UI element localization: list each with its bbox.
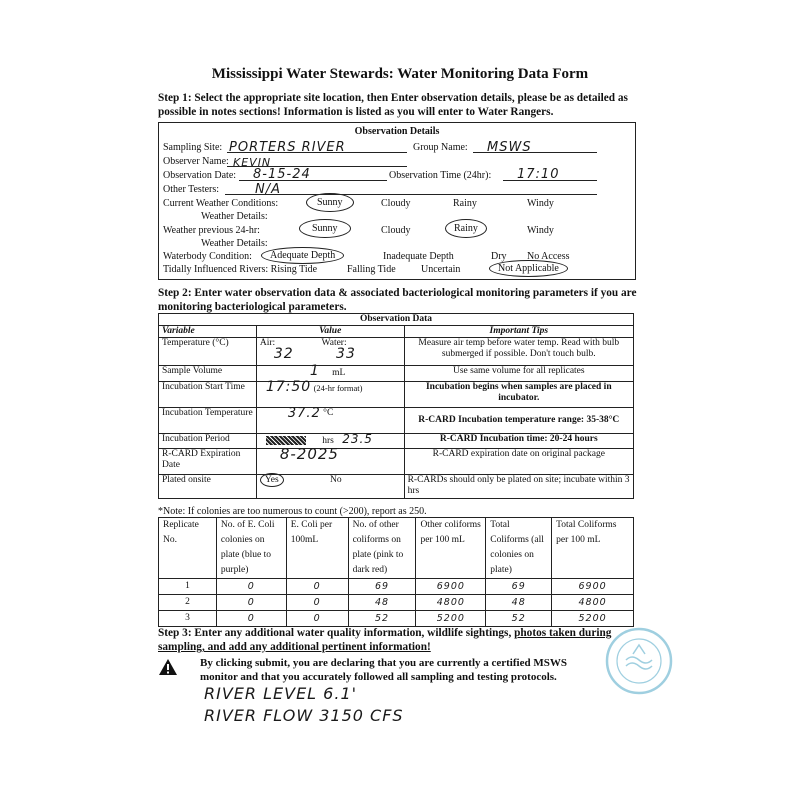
form-title: Mississippi Water Stewards: Water Monitoring Data Form (211, 66, 589, 82)
tidal-option-not-applicable[interactable]: Not Applicable (489, 260, 568, 277)
date-label: Observation Date: (163, 170, 237, 181)
step2-instructions: Step 2: Enter water observation data & associated bacteriological monitoring parameters if you are monitoring bacteriological parameters. (158, 287, 637, 313)
note-river-level: RIVER LEVEL 6.1' (204, 684, 358, 703)
col-tips: Important Tips (404, 326, 633, 338)
weather-label: Current Weather Conditions: (163, 198, 279, 209)
ecoli-per-100-cell[interactable]: 0 (286, 595, 348, 611)
incubation-temp-value: 37.2 (287, 406, 321, 421)
rcard-expiration-value: 8-2025 (279, 445, 339, 463)
rcard-expiration-cell[interactable] (256, 445, 404, 475)
prev-option-sunny[interactable]: Sunny (299, 219, 351, 238)
step3-text: Step 3: Enter any additional water quality information, wildlife sightings, (158, 627, 512, 639)
waterbody-option-no-access[interactable]: No Access (527, 251, 570, 262)
group-label: Group Name: (413, 142, 468, 153)
observation-details-box (158, 122, 636, 280)
testers-value: N/A (255, 182, 281, 197)
time-label: Observation Time (24hr): (389, 170, 492, 181)
tip-sample-volume: Use same volume for all replicates (404, 366, 633, 382)
ecoli-per-100-cell[interactable]: 0 (286, 579, 348, 595)
weather-details-label: Weather Details: (201, 211, 268, 222)
step3-photos-link[interactable]: photos taken during sampling, and add any additional pertinent information! (158, 627, 612, 653)
testers-field[interactable] (225, 180, 597, 195)
time-field[interactable] (503, 165, 597, 181)
replicate-no: 2 (159, 595, 217, 611)
other-colonies-cell[interactable]: 48 (348, 595, 416, 611)
plated-onsite-cell[interactable] (256, 475, 404, 499)
date-field[interactable] (239, 165, 387, 181)
time-value: 17:10 (517, 167, 560, 182)
other-per-100-cell[interactable]: 6900 (416, 579, 486, 595)
col-variable: Variable (159, 326, 257, 338)
tip-plated-onsite: R-CARDs should only be plated on site; incubate within 3 hrs (404, 475, 633, 499)
var-incubation-start: Incubation Start Time (159, 382, 257, 408)
var-plated-onsite: Plated onsite (159, 475, 257, 499)
tip-rcard-expiration: R-CARD expiration date on original package (404, 449, 633, 475)
other-colonies-cell[interactable]: 69 (348, 579, 416, 595)
weather-option-windy[interactable]: Windy (527, 198, 554, 209)
sample-volume-unit: mL (332, 368, 346, 378)
other-per-100-cell[interactable]: 4800 (416, 595, 486, 611)
prev-weather-details-label: Weather Details: (201, 238, 268, 249)
date-value: 8-15-24 (253, 167, 311, 182)
site-value: PORTERS RIVER (229, 140, 346, 155)
testers-label: Other Testers: (163, 184, 220, 195)
incubation-period-unit: hrs (322, 436, 334, 446)
tip-incubation-start: Incubation begins when samples are placed in incubator. (404, 382, 633, 408)
water-value: 33 (336, 346, 356, 362)
col-value: Value (256, 326, 404, 338)
other-colonies-cell[interactable]: 52 (348, 611, 416, 627)
obs-header: Observation Data (159, 314, 634, 326)
observation-data-table (158, 313, 634, 499)
tip-temperature: Measure air temp before water temp. Read with bulb submerged if possible. Don't touch bulb. (404, 338, 633, 366)
prev-option-cloudy[interactable]: Cloudy (381, 225, 411, 236)
water-label: Water: (321, 338, 347, 348)
tidal-option-uncertain[interactable]: Uncertain (421, 264, 461, 275)
details-header: Observation Details (354, 126, 440, 137)
step1-instructions: Step 1: Select the appropriate site location, then Enter observation details, please be as detailed as possible in notes sections! Information is listed as you will enter to Water Rangers. (158, 92, 628, 118)
coliform-table (158, 517, 634, 627)
scribble-mark (266, 436, 306, 445)
hdr-ecoli-colonies: No. of E. Coli colonies on plate (blue to purple) (216, 518, 286, 579)
plated-no-option[interactable]: No (330, 475, 342, 485)
msws-seal-logo (604, 626, 674, 696)
tidal-option-falling[interactable]: Falling Tide (347, 264, 396, 275)
hdr-ecoli-per-100: E. Coli per 100mL (286, 518, 348, 579)
hdr-total-colonies: Total Coliforms (all colonies on plate) (486, 518, 552, 579)
hdr-other-per-100: Other coliforms per 100 mL (416, 518, 486, 579)
colonies-note: *Note: If colonies are too numerous to count (>200), report as 250. (158, 506, 427, 517)
total-colonies-cell[interactable]: 52 (486, 611, 552, 627)
table-row (159, 579, 634, 595)
prev-weather-label: Weather previous 24-hr: (163, 225, 260, 236)
prev-option-windy[interactable]: Windy (527, 225, 554, 236)
site-label: Sampling Site: (163, 142, 223, 153)
weather-option-sunny[interactable]: Sunny (306, 193, 354, 212)
warning-icon (158, 658, 178, 676)
group-value: MSWS (487, 140, 532, 155)
hdr-other-colonies: No. of other coliforms on plate (pink to dark red) (348, 518, 416, 579)
total-per-100-cell[interactable]: 6900 (552, 579, 634, 595)
weather-option-cloudy[interactable]: Cloudy (381, 198, 411, 209)
total-colonies-cell[interactable]: 48 (486, 595, 552, 611)
waterbody-label: Waterbody Condition: (163, 251, 252, 262)
ecoli-colonies-cell[interactable]: 0 (216, 579, 286, 595)
waterbody-option-dry[interactable]: Dry (491, 251, 507, 262)
var-incubation-period: Incubation Period (159, 434, 257, 449)
hdr-replicate: Replicate No. (159, 518, 217, 579)
incubation-period-value: 23.5 (342, 432, 373, 446)
incubation-temp-cell[interactable] (256, 408, 404, 434)
group-field[interactable] (473, 138, 597, 153)
plated-yes-option[interactable]: Yes (260, 473, 284, 487)
site-field[interactable] (227, 138, 407, 153)
temperature-value-cell[interactable] (256, 338, 404, 366)
air-value: 32 (273, 346, 294, 362)
waterbody-option-inadequate[interactable]: Inadequate Depth (383, 251, 454, 262)
tip-incubation-period: R-CARD Incubation time: 20-24 hours (404, 434, 633, 449)
weather-option-rainy[interactable]: Rainy (453, 198, 477, 209)
step3-instructions (158, 626, 628, 654)
ecoli-colonies-cell[interactable]: 0 (216, 611, 286, 627)
tip-incubation-temp: R-CARD Incubation temperature range: 35-38°C (404, 408, 633, 434)
prev-option-rainy[interactable]: Rainy (445, 219, 487, 238)
ecoli-colonies-cell[interactable]: 0 (216, 595, 286, 611)
other-per-100-cell[interactable]: 5200 (416, 611, 486, 627)
tidal-label: Tidally Influenced Rivers: Rising Tide (163, 264, 318, 275)
incubation-start-cell[interactable] (256, 379, 404, 408)
hdr-total-per-100: Total Coliforms per 100 mL (552, 518, 634, 579)
incubation-temp-unit: °C (323, 408, 334, 418)
table-row (159, 595, 634, 611)
table-row (159, 611, 634, 627)
var-incubation-temp: Incubation Temperature (159, 408, 257, 434)
incubation-start-unit: (24-hr format) (313, 383, 363, 393)
sample-volume-value: 1 (309, 363, 320, 379)
incubation-start-value: 17:50 (265, 379, 312, 395)
var-temperature: Temperature (°C) (159, 338, 257, 366)
note-river-flow: RIVER FLOW 3150 CFS (204, 706, 404, 725)
var-rcard-expiration: R-CARD Expiration Date (159, 449, 257, 475)
observer-value: KEVIN (233, 156, 272, 169)
observer-label: Observer Name: (163, 156, 229, 167)
ecoli-per-100-cell[interactable]: 0 (286, 611, 348, 627)
waterbody-option-adequate[interactable]: Adequate Depth (261, 247, 344, 264)
total-colonies-cell[interactable]: 69 (486, 579, 552, 595)
total-per-100-cell[interactable]: 4800 (552, 595, 634, 611)
replicate-no: 3 (159, 611, 217, 627)
var-sample-volume: Sample Volume (159, 366, 257, 382)
replicate-no: 1 (159, 579, 217, 595)
certification-warning: By clicking submit, you are declaring that you are currently a certified MSWS monitor and that you accurately followed all sampling and testing protocols. (200, 657, 567, 683)
air-label: Air: (259, 338, 276, 348)
total-per-100-cell[interactable]: 5200 (552, 611, 634, 627)
